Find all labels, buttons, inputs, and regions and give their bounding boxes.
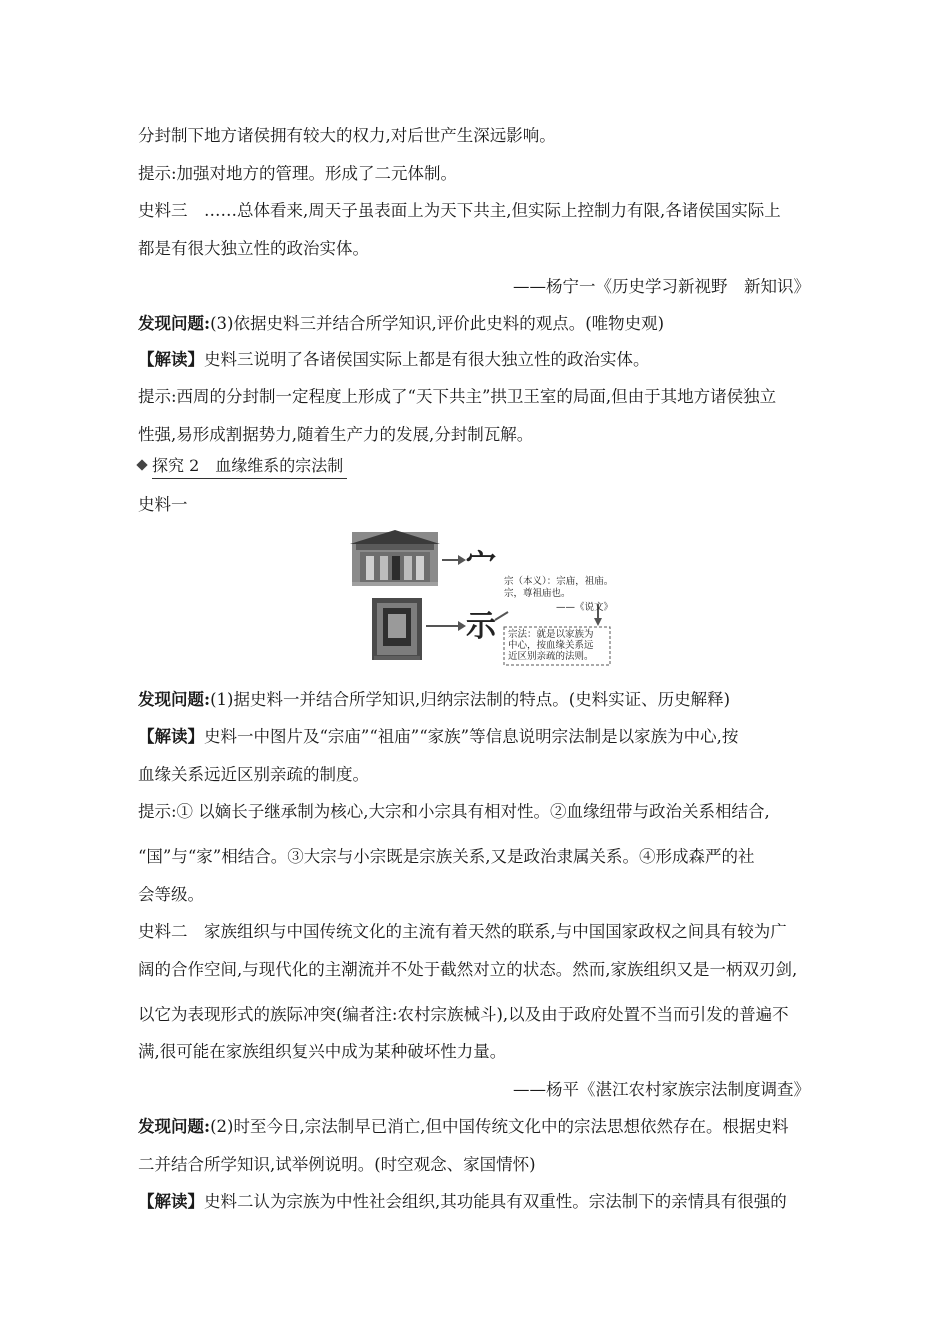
discover-label: 发现问题: — [138, 690, 211, 709]
text-line: 性强,易形成割据势力,随着生产力的发展,分封制瓦解。 — [138, 425, 534, 444]
interpretation-text: 史料三说明了各诸侯国实际上都是有很大独立性的政治实体。 — [204, 350, 650, 369]
citation: ——杨平《湛江农村家族宗法制度调查》 — [513, 1080, 810, 1099]
interpretation — [138, 349, 650, 371]
interpret-label: 【解读】 — [138, 727, 204, 746]
question-text: (3)依据史料三并结合所学知识,评价此史料的观点。(唯物史观) — [210, 314, 665, 333]
definition-line-1: 宗法：就是以家族为 — [508, 629, 594, 640]
hint-line: 提示:加强对地方的管理。形成了二元体制。 — [138, 164, 458, 183]
interpretation — [138, 726, 738, 748]
diamond-icon — [136, 459, 147, 470]
interpret-label: 【解读】 — [138, 350, 204, 369]
definition-line-2: 中心，按血缘关系远 — [508, 640, 594, 651]
hint-line: 提示:① 以嫡长子继承制为核心,大宗和小宗具有相对性。②血缘纽带与政治关系相结合, — [138, 802, 770, 821]
char-main: 示 — [466, 609, 496, 644]
temple-image — [350, 530, 440, 586]
section-heading — [138, 456, 343, 476]
interpretation — [138, 1191, 787, 1213]
section-title: 探究 2 血缘维系的宗法制 — [152, 456, 344, 475]
shuowen-source: ——《说文》 — [556, 602, 614, 613]
question-3 — [138, 313, 664, 335]
interpretation-text: 史料一中图片及“宗庙”“祖庙”“家族”等信息说明宗法制是以家族为中心,按 — [204, 727, 739, 746]
citation: ——杨宁一《历史学习新视野 新知识》 — [513, 277, 810, 296]
zong-diagram — [350, 528, 620, 668]
text-line: 分封制下地方诸侯拥有较大的权力,对后世产生深远影响。 — [138, 126, 556, 145]
zong-meaning-2: 宗，尊祖庙也。 — [504, 588, 571, 599]
text-line: 满,很可能在家族组织复兴中成为某种破坏性力量。 — [138, 1042, 507, 1061]
text-line: 会等级。 — [138, 885, 204, 904]
interpret-label: 【解读】 — [138, 1192, 204, 1211]
discover-label: 发现问题: — [138, 314, 211, 333]
text-line: 以它为表现形式的族际冲突(编者注:农村宗族械斗),以及由于政府处置不当而引发的普遍不 — [138, 1005, 789, 1024]
discover-label: 发现问题: — [138, 1117, 211, 1136]
question-text: (2)时至今日,宗法制早已消亡,但中国传统文化中的宗法思想依然存在。根据史料 — [210, 1117, 789, 1136]
zong-meaning-1: 宗（本义）：宗庙，祖庙。 — [504, 576, 614, 587]
text-line: “国”与“家”相结合。③大宗与小宗既是宗族关系,又是政治隶属关系。④形成森严的社 — [138, 847, 755, 866]
hint-line: 提示:西周的分封制一定程度上形成了“天下共主”拱卫王室的局面,但由于其地方诸侯独立 — [138, 387, 777, 406]
question-2 — [138, 1116, 788, 1138]
text-line: 都是有很大独立性的政治实体。 — [138, 239, 369, 258]
definition-line-3: 近区别亲疏的法则。 — [508, 651, 594, 662]
text-line: 二并结合所学知识,试举例说明。(时空观念、家国情怀) — [138, 1155, 536, 1174]
source-text-3: 史料三 ……总体看来,周天子虽表面上为天下共主,但实际上控制力有限,各诸侯国实际上 — [138, 201, 781, 220]
text-line: 阔的合作空间,与现代化的主潮流并不处于截然对立的状态。然而,家族组织又是一柄双刃剑, — [138, 960, 798, 979]
source-text-2: 史料二 家族组织与中国传统文化的主流有着天然的联系,与中国国家政权之间具有较为广 — [138, 922, 787, 941]
question-text: (1)据史料一并结合所学知识,归纳宗法制的特点。(史料实证、历史解释) — [210, 690, 731, 709]
char-top: 宀 — [466, 547, 496, 582]
shrine-image — [372, 598, 422, 660]
text-line: 血缘关系远近区别亲疏的制度。 — [138, 765, 369, 784]
source-label-1: 史料一 — [138, 495, 188, 514]
question-1 — [138, 689, 730, 711]
interpretation-text: 史料二认为宗族为中性社会组织,其功能具有双重性。宗法制下的亲情具有很强的 — [204, 1192, 787, 1211]
